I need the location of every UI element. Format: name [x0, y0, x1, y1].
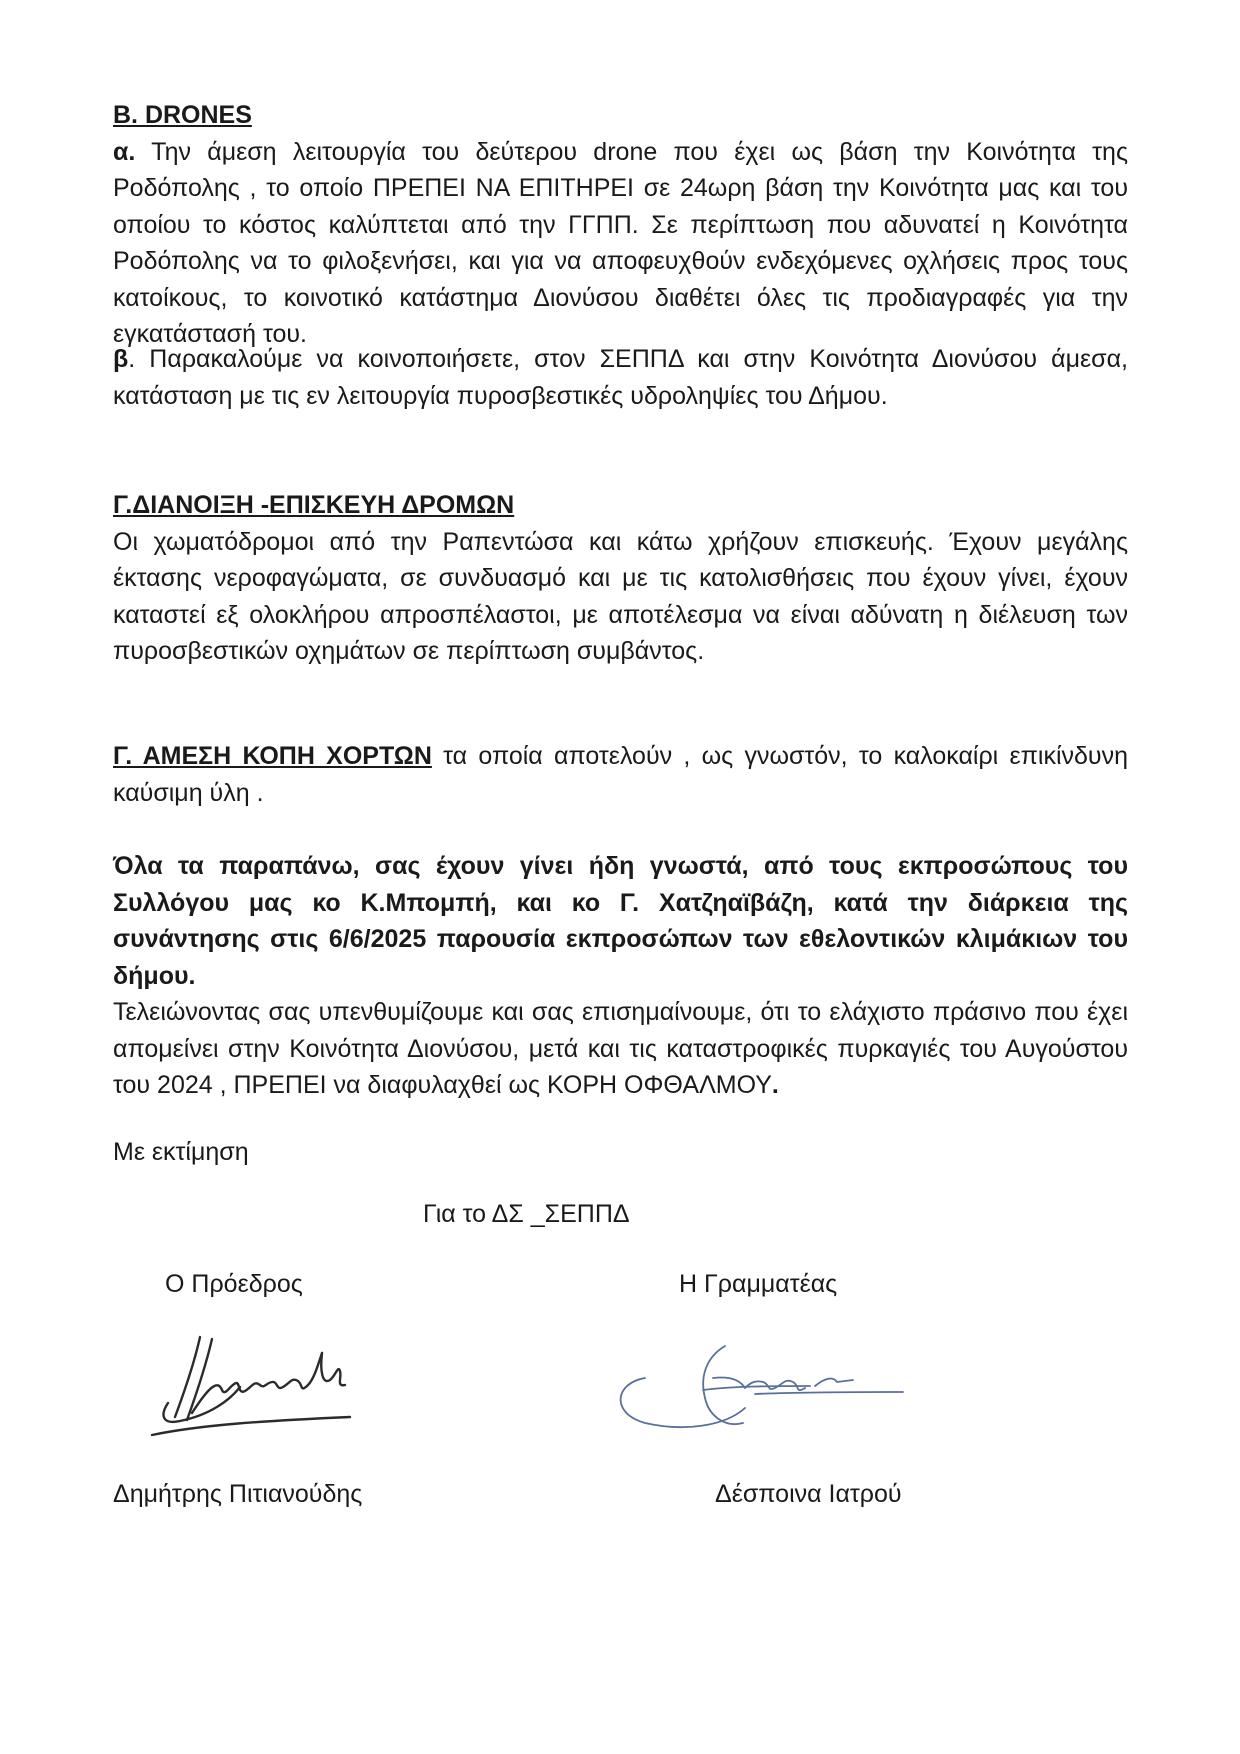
drones-heading: Β. DRONES — [113, 101, 252, 129]
drones-b-label: β — [113, 345, 129, 373]
president-name: Δημήτρης Πιτιανούδης — [113, 1480, 363, 1508]
drones-a-label: α. — [113, 137, 136, 166]
grass-text: τα οποία αποτελούν , ως γνωστόν, το καλοκαίρι επικίνδυνη καύσιμη ύλη . — [113, 742, 1128, 807]
grass-heading: Γ. ΑΜΕΣΗ ΚΟΠΗ ΧΟΡΤΩΝ — [113, 742, 432, 770]
secretary-title: Η Γραμματέας — [679, 1270, 838, 1298]
president-title: Ο Πρόεδρος — [165, 1270, 303, 1298]
grass-section — [113, 738, 1128, 811]
closing-text: Τελειώνοντας σας υπενθυμίζουμε και σας επισημαίνουμε, ότι το ελάχιστο πράσινο που έχει απομείνει στην Κοινότητα Διονύσου, μετά και τις καταστροφικές πυρκαγιές του Αυγούστου του 2024 , ΠΡΕΠΕΙ να διαφυλαχθεί ως ΚΟΡΗ ΟΦΘΑΛΜΟΥ — [113, 998, 1128, 1099]
drones-b-text: . Παρακαλούμε να κοινοποιήσετε, στον ΣΕΠΠΔ και στην Κοινότητα Διονύσου άμεσα, κατάσταση με τις εν λειτουργία πυροσβεστικές υδροληψίες του Δήμου. — [113, 345, 1128, 410]
closing-end: . — [771, 1071, 779, 1099]
for-board-text: Για το ΔΣ _ΣΕΠΠΔ — [423, 1200, 630, 1228]
drones-section-a — [113, 97, 1128, 353]
summary-section — [113, 848, 1128, 1104]
secretary-signature — [605, 1328, 915, 1448]
roads-section — [113, 487, 1128, 670]
drones-section-b — [113, 341, 1128, 414]
regards-text: Με εκτίμηση — [113, 1138, 249, 1166]
roads-heading: Γ.ΔΙΑΝΟΙΞΗ -ΕΠΙΣΚΕΥΗ ΔΡΟΜΩΝ — [113, 491, 515, 519]
drones-a-text: Την άμεση λειτουργία του δεύτερου drone που έχει ως βάση την Κοινότητα της Ροδόπολης , το οποίο ΠΡΕΠΕΙ ΝΑ ΕΠΙΤΗΡΕΙ σε 24ωρη βάση την Κοινότητα μας και του οποίου το κόστος καλύπτεται από την ΓΓΠΠ. Σε περίπτωση που αδυνατεί η Κοινότητα Ροδόπολης να το φιλοξενήσει, και για να αποφευχθούν ενδεχόμενες οχλήσεις προς τους κατοίκους, το κοινοτικό κατάστημα Διονύσου διαθέτει όλες τις προδιαγραφές για την εγκατάστασή του. — [113, 137, 1128, 348]
roads-text: Οι χωματόδρομοι από την Ραπεντώσα και κάτω χρήζουν επισκευής. Έχουν μεγάλης έκτασης νεροφαγώματα, σε συνδυασμό και με τις κατολισθήσεις που έχουν γίνει, έχουν καταστεί εξ ολοκλήρου απροσπέλαστοι, με αποτέλεσμα να είναι αδύνατη η διέλευση των πυροσβεστικών οχημάτων σε περίπτωση συμβάντος. — [113, 527, 1128, 665]
summary-bold-text: Όλα τα παραπάνω, σας έχουν γίνει ήδη γνωστά, από τους εκπροσώπους του Συλλόγου μας κο Κ.Μπομπή, και κο Γ. Χατζηαϊβάζη, κατά την διάρκεια της συνάντησης στις 6/6/2025 παρουσία εκπροσώπων των εθελοντικών κλιμάκιων του δήμου. — [113, 852, 1128, 990]
president-signature — [140, 1325, 360, 1440]
secretary-name: Δέσποινα Ιατρού — [715, 1480, 902, 1508]
